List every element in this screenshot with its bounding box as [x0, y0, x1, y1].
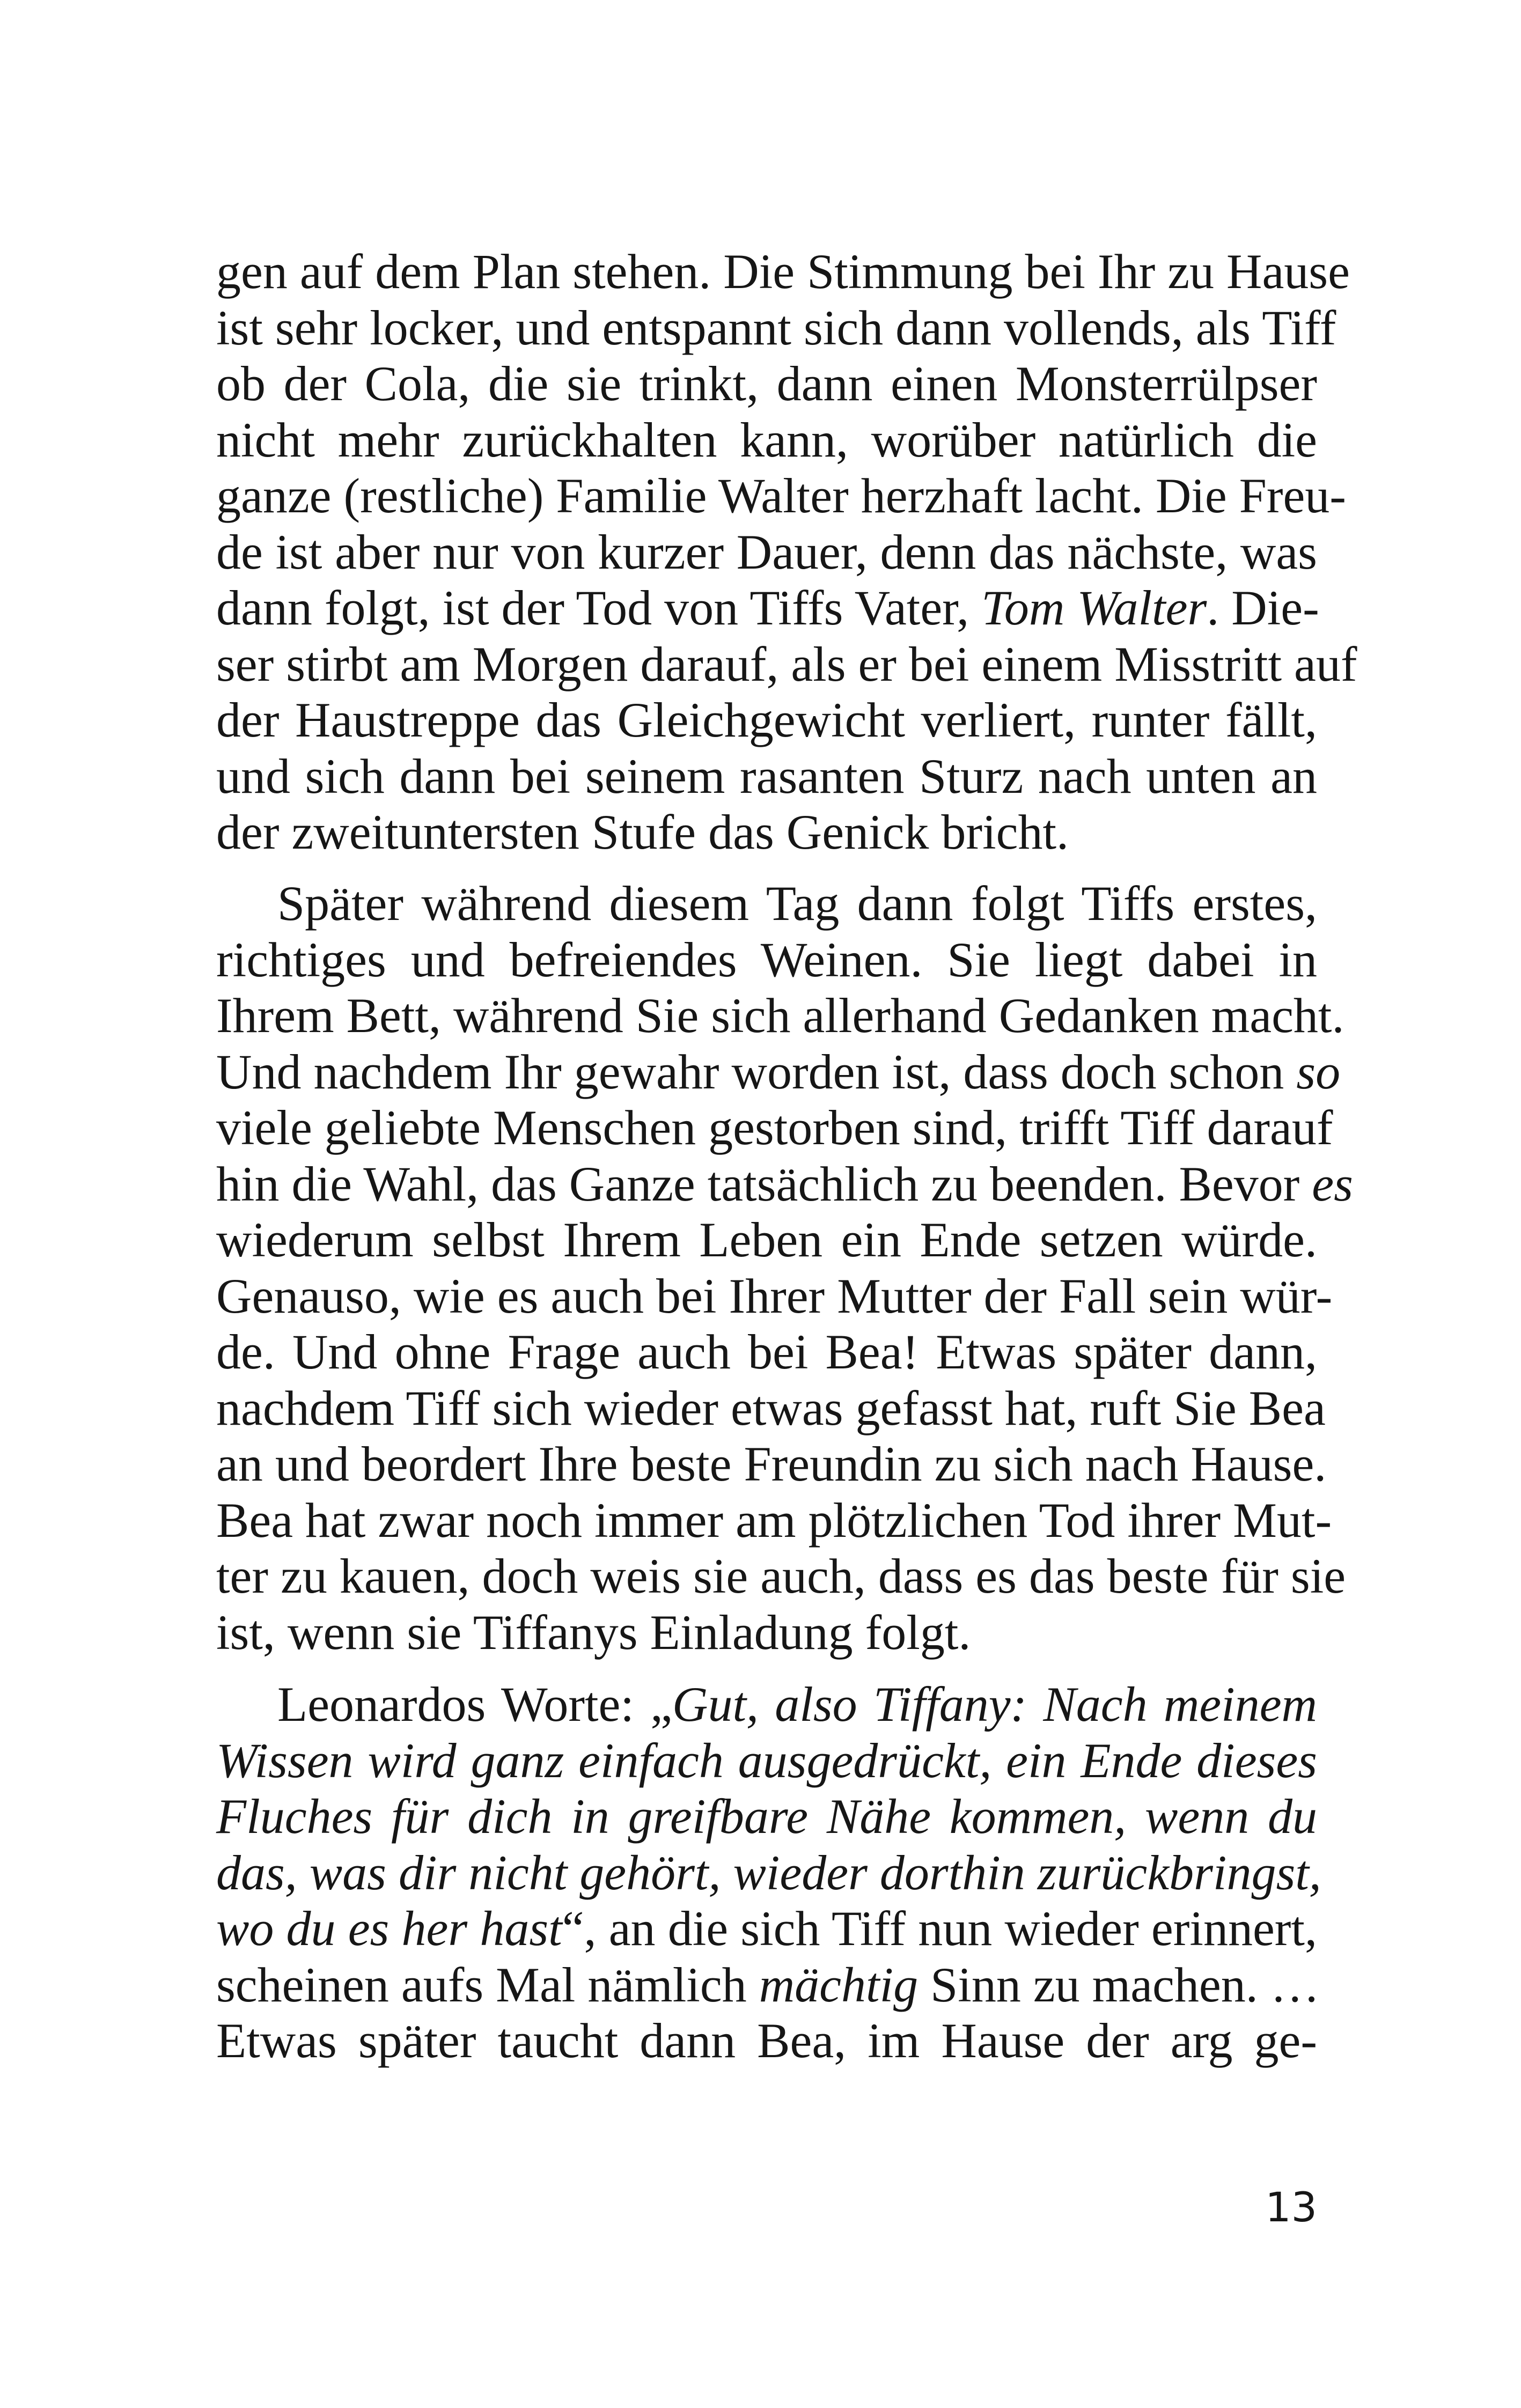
text-line	[216, 988, 1344, 1044]
paragraph-2	[216, 875, 1353, 1660]
text-line	[216, 1268, 1333, 1324]
text-segment: an und beordert Ihre beste Freundin zu sich nach Hause.	[216, 1437, 1327, 1491]
text-line	[216, 1845, 1321, 1901]
text-line	[216, 468, 1346, 524]
text-segment: und sich dann bei seinem rasanten Sturz nach unten an	[216, 748, 1317, 804]
text-line	[216, 636, 1357, 693]
text-line	[216, 1380, 1326, 1437]
paragraph-1	[216, 244, 1357, 860]
text-segment: ist sehr locker, und entspannt sich dann vollends, als Tiff	[216, 300, 1336, 355]
text-segment: Bea hat zwar noch immer am plötzlichen Tod ihrer Mut-	[216, 1492, 1332, 1548]
text-line	[216, 1436, 1327, 1492]
text-segment: gen auf dem Plan stehen. Die Stimmung bei Ihr zu Hause	[216, 244, 1350, 299]
text-segment: de ist aber nur von kurzer Dauer, denn das nächste, was	[216, 524, 1317, 579]
page-number: 13	[1265, 2183, 1317, 2231]
text-line	[216, 412, 1317, 468]
text-line	[216, 1788, 1317, 1845]
text-line	[216, 580, 1317, 636]
text-segment: ob der Cola, die sie trinkt, dann einen Monsterrülpser	[216, 356, 1317, 411]
text-segment: Leonardos Worte: „	[277, 1677, 673, 1732]
text-segment: wiederum selbst Ihrem Leben ein Ende setzen würde.	[216, 1212, 1317, 1267]
italic-text: mächtig	[759, 1957, 919, 2012]
text-line	[216, 1156, 1353, 1212]
text-segment: Ihrem Bett, während Sie sich allerhand Gedanken macht.	[216, 988, 1344, 1043]
text-line	[216, 300, 1336, 356]
text-line	[216, 1733, 1317, 1789]
italic-text: Tom Walter	[981, 580, 1207, 635]
text-line	[216, 748, 1317, 805]
text-line	[216, 804, 1317, 860]
text-line	[216, 2013, 1317, 2069]
text-segment: Und nachdem Ihr gewahr worden ist, dass doch schon	[216, 1044, 1297, 1099]
text-segment: ist, wenn sie Tiffanys Einladung folgt.	[216, 1604, 971, 1660]
text-segment: “, an die sich Tiff nun wieder erinnert,	[562, 1901, 1317, 1956]
text-line	[216, 244, 1350, 300]
text-segment: Etwas später taucht dann Bea, im Hause der arg ge-	[216, 2013, 1317, 2068]
text-line	[216, 1957, 1320, 2013]
text-line	[216, 356, 1317, 412]
text-line	[216, 692, 1317, 748]
text-line	[216, 932, 1317, 988]
text-segment: de. Und ohne Frage auch bei Bea! Etwas später dann,	[216, 1324, 1317, 1379]
text-line	[216, 1212, 1317, 1268]
text-line	[216, 1100, 1333, 1156]
text-line	[216, 1676, 1317, 1733]
text-line	[216, 1492, 1332, 1549]
text-line	[216, 1044, 1341, 1100]
text-segment: Genauso, wie es auch bei Ihrer Mutter der Fall sein wür-	[216, 1268, 1333, 1323]
text-segment: hin die Wahl, das Ganze tatsächlich zu beenden. Bevor	[216, 1156, 1312, 1211]
text-segment: Sinn zu machen. …	[918, 1957, 1320, 2012]
text-segment: richtiges und befreiendes Weinen. Sie liegt dabei in	[216, 932, 1317, 987]
text-segment: dann folgt, ist der Tod von Tiffs Vater,	[216, 580, 982, 635]
text-line	[216, 1901, 1317, 1957]
text-line	[216, 875, 1317, 932]
text-line	[216, 1604, 1317, 1661]
text-segment: ganze (restliche) Familie Walter herzhaft lacht. Die Freu-	[216, 468, 1346, 523]
paragraph-3	[216, 1676, 1321, 2069]
text-segment: der Haustreppe das Gleichgewicht verliert, runter fällt,	[216, 693, 1317, 747]
italic-text: so	[1296, 1044, 1341, 1099]
text-segment: . Die-	[1207, 580, 1319, 635]
text-segment: nachdem Tiff sich wieder etwas gefasst hat, ruft Sie Bea	[216, 1380, 1326, 1435]
italic-text: Wissen wird ganz einfach ausgedrückt, ein Ende dieses	[216, 1733, 1317, 1788]
italic-text: das, was dir nicht gehört, wieder dorthin zurückbringst,	[216, 1845, 1321, 1900]
text-segment: ser stirbt am Morgen darauf, als er bei einem Misstritt auf	[216, 636, 1357, 691]
italic-text: Gut, also Tiffany: Nach meinem	[672, 1677, 1317, 1732]
text-line	[216, 524, 1317, 580]
text-segment: nicht mehr zurückhalten kann, worüber natürlich die	[216, 412, 1317, 467]
italic-text: Fluches für dich in greifbare Nähe kommen, wenn du	[216, 1789, 1317, 1844]
text-segment: Später während diesem Tag dann folgt Tiffs erstes,	[277, 876, 1317, 931]
text-line	[216, 1324, 1317, 1380]
text-line	[216, 1548, 1346, 1604]
italic-text: wo du es her hast	[216, 1901, 562, 1956]
text-segment: scheinen aufs Mal nämlich	[216, 1957, 759, 2012]
italic-text: es	[1312, 1156, 1353, 1211]
text-segment: viele geliebte Menschen gestorben sind, trifft Tiff darauf	[216, 1100, 1333, 1155]
text-segment: ter zu kauen, doch weis sie auch, dass es das beste für sie	[216, 1549, 1346, 1603]
text-segment: der zweituntersten Stufe das Genick bricht.	[216, 805, 1069, 859]
